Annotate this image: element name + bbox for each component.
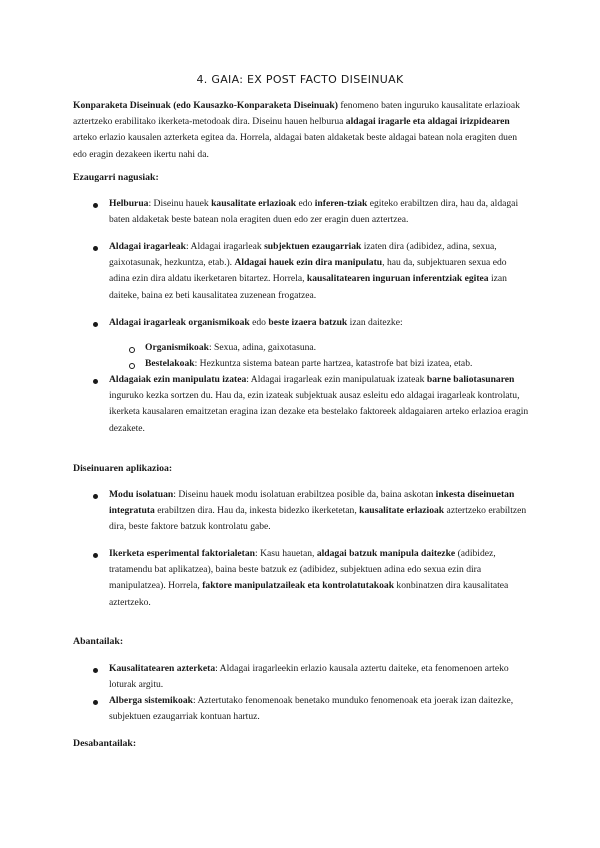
item-bold: Bestelakoak [145,358,195,369]
list-item-organismikoak [109,315,529,331]
item-text: edo [249,317,269,328]
intro-text-2: arteko erlazio kausalen azterketa egitea da. Horrela, aldagai baten aldaketak beste aldagai batean nola eragiten duen edo eragin dezakeen ikertu nahi da. [73,132,518,160]
item-text: , hau da, subjektuaren sexua edo adina ezin dira aldatu ikerketaren bitartez. Horrela, [109,257,507,285]
item-text: konbinatzen dira kausalitatea aztertzeko. [109,580,509,608]
section-heading-advantages: Abantailak: [73,636,124,647]
item-bold: Aldagai hauek ezin dira manipulatu [234,257,383,269]
item-bold: kausalitate erlazioak [211,198,297,209]
item-bold: Organismikoak [145,342,209,353]
item-bold: inkesta diseinuetan integratuta [109,489,515,517]
item-text: : Aztertutako fenomenoak benetako munduko fenomenoak eta joerak izan daitezke, subjektuen ezaugarriak kontuan hartuz. [109,695,514,723]
item-text: : Kasu hauetan, [255,548,317,559]
list-item-alberga [109,693,529,725]
item-bold: Kausalitatearen azterketa [109,663,216,674]
item-bold: kausalitate erlazioak [359,505,445,517]
item-text: : Diseinu hauek modu isolatuan erabiltzea posible da, baina askotan [173,489,436,500]
list-item-aldagai-iragarleak [109,239,529,304]
sub-item-organismikoak [145,340,535,356]
bullet-icon [93,494,98,499]
item-bold: Modu isolatuan [109,489,174,500]
bullet-icon [93,322,98,327]
item-bold: Alberga sistemikoak [109,695,193,706]
item-text: : Aldagai iragarleekin erlazio kausala aztertu daiteke, eta fenomenoen arteko loturak argitu. [109,663,509,691]
item-text: aztertzeko erabiltzen dira, beste faktore batzuk kontrolatu gabe. [109,505,527,533]
intro-paragraph [73,98,533,163]
bullet-icon [93,203,98,208]
sub-item-bestelakoak [145,356,545,372]
item-text: : Aldagai iragarleak ezin manipulatuak izateak [246,374,427,385]
item-text: : Aldagai iragarleak [186,241,265,252]
item-bold: Helburua [109,198,149,209]
intro-text-1: fenomeno baten inguruko kausalitate erlazioak aztertzeko erabilitako ikerketa-metodoak dira. Diseinu hauen helburua [73,100,520,128]
item-text: izan daitezke: [347,317,403,328]
item-text: egiteko erabiltzen dira, hau da, aldagai baten aldaketak beste batean nola eragiten duen edo zer eragin duen aztertzea. [109,198,519,226]
bullet-icon [93,246,98,251]
list-item-ikerketa-esperimental [109,546,529,611]
item-text: izan daiteke, baina ez beti kausalitatea zuzenean frogatzea. [109,273,507,301]
item-text: edo [296,198,315,209]
item-bold: Ikerketa esperimental faktorialetan [109,548,256,559]
section-heading-application: Diseinuaren aplikazioa: [73,463,173,474]
bullet-icon [93,379,98,384]
item-bold: barne baliotasunaren [426,374,515,385]
item-text: : Diseinu hauek [148,198,212,209]
bullet-icon [93,668,98,673]
item-bold: Aldagaiak ezin manipulatu izatea [109,374,247,385]
intro-bold-1: Konparaketa Diseinuak (edo Kausazko-Konparaketa Diseinuak) [73,100,338,111]
item-bold: aldagai batzuk manipula daitezke [316,548,456,559]
item-bold: inferen-tziak [314,198,368,209]
item-text: : Hezkuntza sistema batean parte hartzea, katastrofe bat bizi izatea, etab. [194,358,473,369]
page-title: 4. GAIA: EX POST FACTO DISEINUAK [196,73,404,86]
item-bold: subjektuen ezaugarriak [264,241,362,252]
item-text: inguruko kezka sortzen du. Hau da, ezin izateak subjektuak ausaz esleitu edo aldagai iragarleak kontrolatu, ikerketa kausalaren emaitzetan eragina izan dezake eta bestelako faktoreek aldagaiaren arteko erlazioa eragin dezakete. [109,390,529,434]
section-heading-features: Ezaugarri nagusiak: [73,172,159,183]
bullet-icon [93,700,98,705]
item-text: : Sexua, adina, gaixotasuna. [208,342,317,353]
list-item-modu-isolatuan [109,487,529,536]
bullet-icon [93,553,98,558]
item-bold: faktore manipulatzaileak eta kontrolatutakoak [202,580,395,592]
section-heading-disadvantages: Desabantailak: [73,738,137,749]
intro-bold-2: aldagai iragarle eta aldagai irizpidearen [345,116,510,128]
item-text: erabiltzen dira. Hau da, inkesta bidezko ikerketetan, [154,505,360,517]
sub-bullet-icon [129,347,135,353]
sub-bullet-icon [129,363,135,369]
item-bold: beste izaera batzuk [268,317,348,328]
item-bold: Aldagai iragarleak [109,241,187,252]
item-bold: kausalitatearen inguruan inferentziak egitea [306,273,489,285]
item-text: (adibidez, tratamendu bat aplikatzea), baina beste batzuk ez (adibidez, subjektuen adina edo sexua ezin dira manipulatzea). Horrela, [109,548,496,592]
item-bold: Aldagai iragarleak organismikoak [109,317,250,328]
list-item-helburua [109,196,529,228]
list-item-kausalitatea [109,661,529,693]
item-text: izaten dira (adibidez, adina, sexua, gaixotasunak, hezkuntza, etab.). [109,241,497,269]
list-item-manipulatu [109,372,529,437]
